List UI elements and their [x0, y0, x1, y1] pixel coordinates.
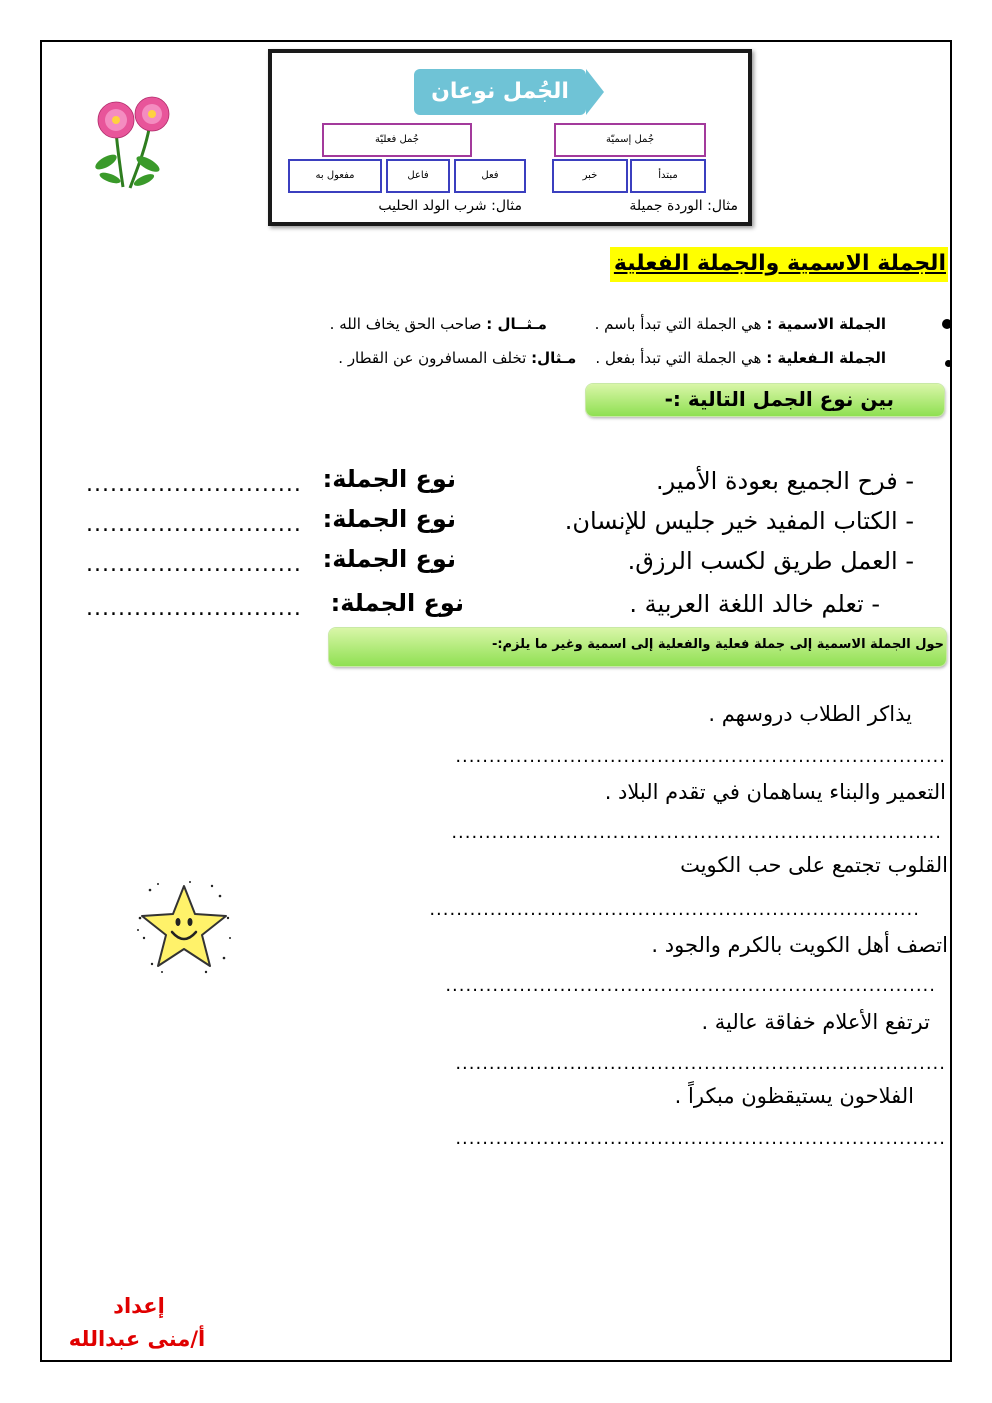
bullet-icon: [945, 360, 952, 367]
exercise1-title: [586, 384, 944, 416]
definition-example-label: مـثــال :: [486, 315, 547, 333]
definition-verbal: [338, 349, 886, 367]
definition-term: الجملة الاسمية :: [766, 315, 886, 333]
exercise2-sentence: القلوب تجتمع على حب الكويت: [680, 853, 948, 877]
exercise2-title-text: حول الجملة الاسمية إلى جملة فعلية والفعلية إلى اسمية وغير ما يلزم:-: [491, 637, 944, 652]
answer-line[interactable]: .........................................................................: [445, 975, 936, 996]
smiling-star-icon: [132, 878, 236, 978]
bullet-icon: [942, 319, 952, 329]
answer-line[interactable]: .........................................................................: [455, 1053, 946, 1074]
answer-line[interactable]: .........................................................................: [451, 822, 942, 843]
verb-box: فعل: [454, 159, 526, 193]
exercise2-sentence: الفلاحون يستيقظون مبكراً .: [674, 1084, 914, 1108]
author-name: أ/منى عبدالله: [68, 1327, 206, 1351]
definition-text: هي الجملة التي تبدأ بفعل .: [595, 349, 762, 367]
nominal-sentences-box: جُمل إسميّة: [554, 123, 706, 157]
answer-blank[interactable]: ...........................: [86, 552, 302, 577]
subject-box: مبتدأ: [630, 159, 706, 193]
exercise2-sentence: ترتفع الأعلام خفاقة عالية .: [701, 1010, 930, 1034]
answer-blank[interactable]: ...........................: [86, 472, 302, 497]
answer-blank[interactable]: ...........................: [86, 512, 302, 537]
exercise1-sentence: - الكتاب المفيد خير جليس للإنسان.: [564, 507, 914, 535]
exercise1-sentence: - فرح الجميع بعودة الأمير.: [656, 467, 914, 495]
answer-line[interactable]: .........................................................................: [455, 1128, 946, 1149]
nominal-example: مثال: الوردة جميلة: [629, 198, 738, 214]
exercise1-sentence: - العمل طريق لكسب الرزق.: [627, 547, 914, 575]
exercise1-sentence: - تعلم خالد اللغة العربية .: [629, 590, 880, 618]
answer-line[interactable]: .........................................................................: [455, 746, 946, 767]
definition-example: صاحب الحق يخاف الله .: [329, 315, 482, 333]
sentence-types-diagram: [268, 49, 752, 226]
flower-icon: [88, 92, 184, 192]
definition-example-label: مـثال:: [531, 349, 577, 367]
verbal-sentences-box: جُمل فعليّة: [322, 123, 472, 157]
definition-example: تخلف المسافرون عن القطار .: [338, 349, 527, 367]
prepared-by-label: إعداد: [113, 1294, 165, 1318]
sentence-type-label: نوع الجملة:: [330, 589, 464, 617]
definition-text: هي الجملة التي تبدأ باسم .: [594, 315, 762, 333]
definition-term: الجملة الـفعلية :: [766, 349, 886, 367]
definition-nominal: [330, 315, 886, 333]
predicate-box: خبر: [552, 159, 628, 193]
exercise2-sentence: اتصف أهل الكويت بالكرم والجود .: [651, 933, 948, 957]
exercise1-title-text: بين نوع الجمل التالية :-: [664, 387, 894, 411]
exercise2-sentence: التعمير والبناء يساهمان في تقدم البلاد .: [604, 780, 946, 804]
exercise2-title: [329, 628, 946, 666]
exercise2-sentence: يذاكر الطلاب دروسهم .: [708, 702, 912, 726]
diagram-title: الجُمل نوعان: [414, 69, 586, 115]
page-heading: الجملة الاسمية والجملة الفعلية: [610, 247, 948, 282]
answer-line[interactable]: .........................................................................: [429, 899, 920, 920]
answer-blank[interactable]: ...........................: [86, 596, 302, 621]
sentence-type-label: نوع الجملة:: [322, 545, 456, 573]
sentence-type-label: نوع الجملة:: [322, 505, 456, 533]
page-border: [40, 40, 952, 1362]
sentence-type-label: نوع الجملة:: [322, 465, 456, 493]
doer-box: فاعل: [386, 159, 450, 193]
object-box: مفعول به: [288, 159, 382, 193]
verbal-example: مثال: شرب الولد الحليب: [378, 198, 522, 214]
